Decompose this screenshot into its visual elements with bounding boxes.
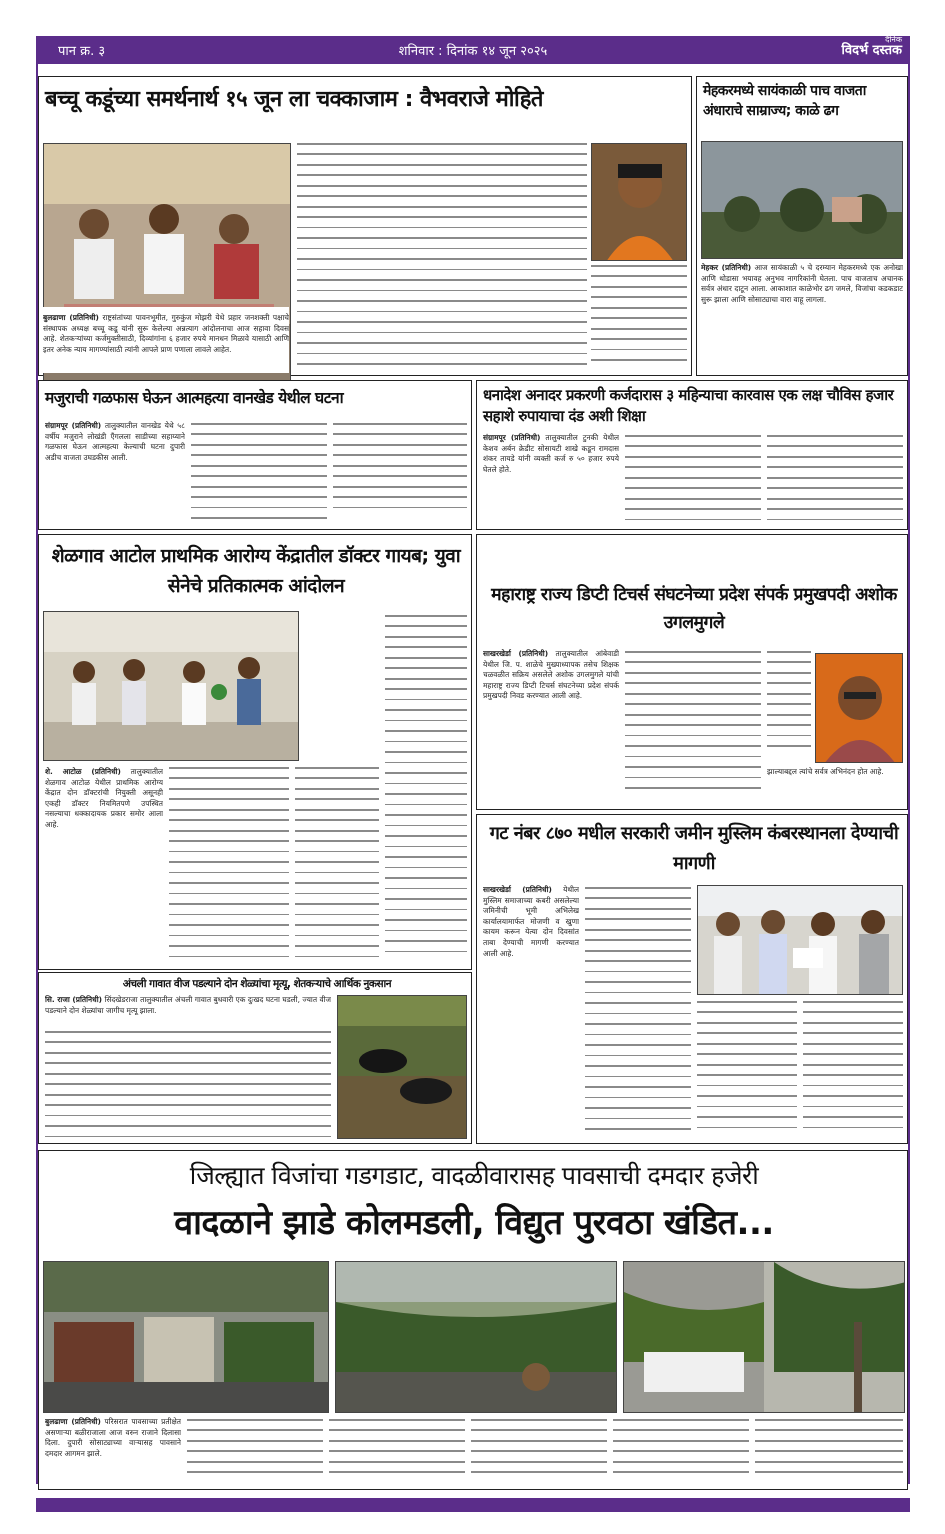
caption-ashok: झाल्याबद्दल त्यांचे सर्वत्र अभिनंदन होत आहे. [767,767,884,776]
byline-teachers: साखरखेर्डा (प्रतिनिधी) [483,649,549,658]
lead-chakkajam: राष्ट्रसंतांच्या पावनभूमीत, गुरुकुंज मोझरी येथे प्रहार जनशक्ती पक्षाचे संस्थापक अध्यक्ष बच्चू कडू यांनी सुरू केलेल्या अन्नत्याग आंदोलनाचा आज सहावा दिवस आहे. शेतकऱ्यांच्या कर्जमुक्तीसाठी, दिव्यांगांना ६ हजार रुपये मानधन मिळावे यासाठी आणि इतर अनेक न्याय मागण्यांसाठी त्यांनी आपले प्राण पणाला लावले आहेत. [43,313,289,354]
story-kabrastan-col1 [483,885,579,1139]
logo-title: विदर्भ दस्तक [841,43,902,58]
story-shelgaon-col2 [169,767,289,963]
byline-kabrastan: साखरखेर्डा (प्रतिनिधी) [483,885,552,894]
byline-wankhed: संग्रामपूर (प्रतिनिधी) [45,421,102,430]
story-wankhed-col2 [191,423,327,523]
story-wankhed-col3 [333,423,467,523]
lead-wankhed: तालुक्यातील वानखेड येथे ५८ वर्षीय मजुराने लोखंडी ऍंगलला साडीच्या सहाय्याने गळफास घेऊन आत्महत्या केल्याची घटना दुपारी अडीच वाजता उघडकीस आली. [45,421,185,462]
photo-yuva-sena-protest [43,611,299,761]
lead-mehkar: आज सायंकाळी ५ चे दरम्यान मेहकरमध्ये एक अनोखा आणि थोडासा भयावह अनुभव नागरिकांनी घेतला. पाच वाजताच अचानक सर्वत्र अंधार दाटून आला. आकाशात काळेभोर ढग जमले, विजांचा कडकडाट सुरू झाला आणि सोसाट्याचा वारा वाहू लागला. [701,263,903,304]
lead-shelgaon: तालुक्यातील शेळगाव आटोळ येथील प्राथमिक आरोग्य केंद्रात दोन डॉक्टरांची नियुक्ती असूनही एकही डॉक्टर नियमितपणे उपस्थित नसल्याचा धक्कादायक प्रकार समोर आला आहे. [45,767,163,829]
story-anchali [45,995,331,1027]
headline-kabrastan: गट नंबर ८७० मधील सरकारी जमीन मुस्लिम कंबरस्थानला देण्याची मागणी [489,823,899,874]
article-cheque-bounce [476,380,908,530]
byline-mehkar: मेहकर (प्रतिनिधी) [701,263,752,272]
dark-sky-image [702,142,903,259]
story-chakkajam-text-2 [591,265,687,373]
story-shelgaon-col3 [295,767,379,963]
headline-deputy-teachers: महाराष्ट्र राज्य डिप्टी टिचर्स संघटनेच्या प्रदेश संपर्क प्रमुखपदी अशोक उगलमुगले [491,585,897,633]
story-storm-col3 [329,1419,465,1485]
portrait-ashok [816,654,903,763]
article-storm [38,1150,908,1490]
headline-storm-2: वादळाने झाडे कोलमडली, विद्युत पुरवठा खंडित... [174,1203,774,1243]
story-teachers-col3 [767,651,811,763]
fallen-tree-road-image [336,1262,617,1413]
headline-cheque-bounce: धनादेश अनादर प्रकरणी कर्जदारास ३ महिन्याचा कारवास एक लक्ष चौविस हजार सहाशे रुपायाचा दंड अशी शिक्षा [483,386,894,425]
story-storm-col4 [471,1419,607,1485]
masthead-logo [841,36,902,57]
headline-anchali: अंचली गावात वीज पडल्याने दोन शेळ्यांचा मृत्यू, शेतकऱ्याचे आर्थिक नुकसान [122,978,392,990]
protest-hospital-image [44,612,299,761]
story-mehkar [701,263,903,371]
lead-kabrastan: येथील मुस्लिम समाजाच्या कबरी असलेल्या जमिनीची भूमी अभिलेख कार्यालयामार्फत मोजणी व खुणा कायम करून येत्या दोन दिवसांत ताबा देण्याची मागणी करण्यात आली आहे. [483,885,579,958]
headline-chakkajam: बच्चू कडूंच्या समर्थनार्थ १५ जून ला चक्काजाम : वैभवराजे मोहिते [45,87,543,112]
byline-shelgaon: शे. आटोळ (प्रतिनिधी) [45,767,121,776]
photo-ashok-ugalmugale [815,653,903,763]
article-chakkajam [38,76,692,376]
lead-cheque: तालुक्यातील टुनकी येथील केशव अर्बन क्रेडीट सोसायटी शाखे कडून रामदास शंकर तायडे यांनी व्यक्ती कर्ज रु ५० हजार रुपये घेतले होते. [483,433,619,474]
article-mehkar [696,76,908,376]
photo-vaibhavraje [591,143,687,261]
page-number: पान क्र. ३ [58,44,106,59]
page-footer-band [36,1498,910,1512]
story-chakkajam-col1 [43,307,289,373]
headline-wankhed: मजुराची गळफास घेऊन आत्महत्या वानखेड येथील घटना [45,389,344,407]
headline-storm-1: जिल्ह्यात विजांचा गडगडाट, वादळीवारासह पावसाची दमदार हजेरी [189,1161,759,1190]
logo-small-text: दैनिक [885,35,902,44]
story-cheque-col1 [483,433,619,527]
storm-market-image [44,1262,329,1413]
photo-dead-goats [337,995,467,1139]
story-anchali-text [45,1031,331,1139]
photo-fallen-tree-road [335,1261,617,1413]
article-wankhed [38,380,472,530]
article-anchali-lightning [38,972,472,1144]
photo-storm-market [43,1261,329,1413]
memorandum-image [698,886,903,995]
goats-image [338,996,467,1139]
headline-mehkar: मेहकरमध्ये सायंकाळी पाच वाजता अंधाराचे साम्राज्य; काळे ढग [703,83,866,119]
story-storm-col2 [187,1419,323,1485]
story-cheque-col2 [625,435,761,527]
story-shelgaon-col4 [385,615,467,961]
headline-shelgaon: शेळगाव आटोल प्राथमिक आरोग्य केंद्रातील डॉक्टर गायब; युवा सेनेचे प्रतिकात्मक आंदोलन [51,545,461,597]
story-wankhed-col1 [45,421,185,525]
story-kabrastan-col3 [697,1001,797,1139]
lead-anchali: सिंदखेडराजा तालुक्यातील अंचली गावात बुधवारी एक दुःखद घटना घडली, ज्यात वीज पडल्याने दोन शेळ्यांचा जागीच मृत्यू झाला. [45,995,331,1015]
article-kabrastan [476,814,908,1144]
story-storm-col1 [45,1417,181,1485]
story-chakkajam-text [297,143,587,373]
story-storm-col5 [613,1419,749,1485]
tree-on-car-image [624,1262,905,1413]
lead-teachers: तालुक्यातील आंबेवाडी येथील जि. प. शाळेचे मुख्याध्यापक तसेच शिक्षक चळवळीत सक्रिय असलेले अशोक उगलमुगले यांची महाराष्ट्र राज्य डिप्टी टिचर्स संघटनेच्या प्रदेश संपर्क प्रमुखपदी निवड करण्यात आली आहे. [483,649,619,701]
portrait-vaibhavraje [592,144,687,261]
photo-dark-sky [701,141,903,259]
page-header-band [36,36,910,64]
story-teachers-col1 [483,649,619,805]
article-deputy-teachers [476,534,908,810]
story-cheque-col3 [767,435,903,527]
story-teachers-col2 [625,651,761,803]
right-border [908,64,910,1484]
byline-storm: बुलढाणा (प्रतिनिधी) [45,1417,101,1426]
lead-storm: परिसरात पावसाच्या प्रतीक्षेत असणाऱ्या बळीराजाला आज वरुन राजाने दिलासा दिला. दुपारी सोसाट्याच्या वाऱ्यासह पावसाने दमदार आगमन झाले. [45,1417,181,1458]
byline-anchali: सि. राजा (प्रतिनिधी) [45,995,102,1004]
story-storm-col6 [755,1419,903,1485]
page-date: शनिवार : दिनांक १४ जून २०२५ [398,44,548,59]
byline-cheque: संग्रामपूर (प्रतिनिधी) [483,433,541,442]
story-shelgaon-col1 [45,767,163,965]
byline-chakkajam: बुलढाणा (प्रतिनिधी) [43,313,99,322]
article-shelgaon [38,534,472,970]
story-kabrastan-col4 [803,1001,903,1139]
photo-tree-on-car [623,1261,905,1413]
photo-memorandum [697,885,903,995]
story-kabrastan-col2 [585,887,691,1139]
